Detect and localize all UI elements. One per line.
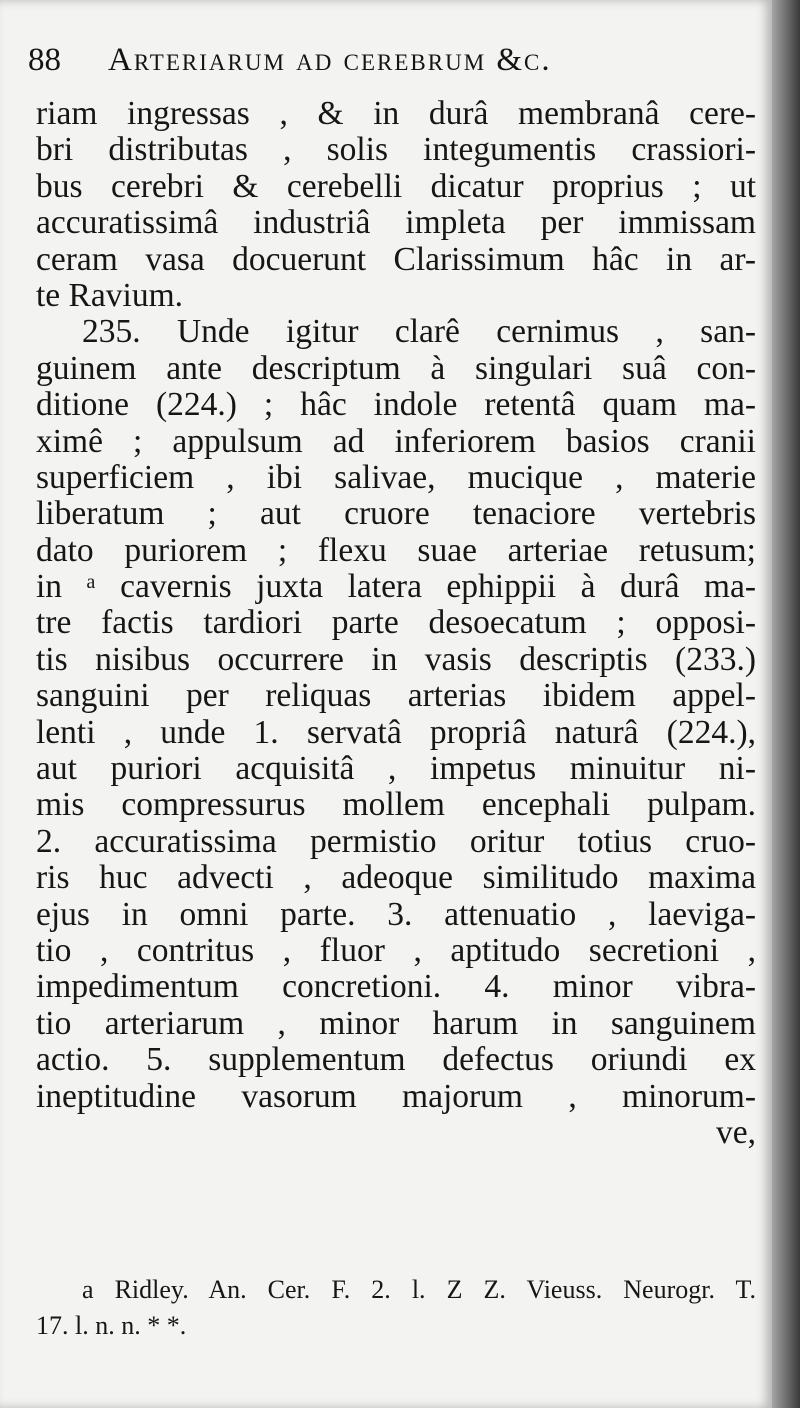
text-line: ejus in omni parte. 3. attenuatio , laeviga-: [36, 895, 756, 933]
page-number: 88: [28, 42, 61, 78]
text-line: tio arteriarum , minor harum in sanguinem: [36, 1004, 756, 1042]
text-line: tre factis tardiori parte desoecatum ; opposi-: [36, 604, 756, 642]
text-line: superficiem , ibi salivae, mucique , materie: [36, 458, 756, 496]
text-line: ineptitudine vasorum majorum , minorum-: [36, 1077, 756, 1115]
text-line: sanguini per reliquas arterias ibidem appel-: [36, 677, 756, 715]
page-edge-shadow: [772, 0, 800, 1408]
body-text: [36, 96, 756, 1151]
text-line: ditione (224.) ; hâc indole retentâ quam ma-: [36, 386, 756, 424]
text-line: tio , contritus , fluor , aptitudo secretioni ,: [36, 931, 756, 969]
paragraph-start-line: 235. Unde igitur clarê cernimus , san-: [82, 313, 756, 351]
text-line: ximê ; appulsum ad inferiorem basios cranii: [36, 422, 756, 460]
page-header: [28, 42, 728, 79]
text-line: aut puriori acquisitâ , impetus minuitur ni-: [36, 750, 756, 788]
text-line: accuratissimâ industriâ impleta per immissam: [36, 204, 756, 242]
text-line: mis compressurus mollem encephali pulpam.: [36, 786, 756, 824]
text-line: liberatum ; aut cruore tenaciore vertebris: [36, 495, 756, 533]
text-line: te Ravium.: [36, 276, 184, 314]
footnotes: [36, 1272, 756, 1344]
text-line: guinem ante descriptum à singulari suâ con-: [36, 349, 756, 387]
text-line: dato puriorem ; flexu suae arteriae retusum;: [36, 531, 756, 569]
text-line: tis nisibus occurrere in vasis descriptis (233.): [36, 640, 756, 678]
text-line: actio. 5. supplementum defectus oriundi ex: [36, 1041, 756, 1079]
footnote-line: 17. l. n. n. * *.: [36, 1311, 187, 1340]
text-line: impedimentum concretioni. 4. minor vibra-: [36, 968, 756, 1006]
footnote-line: a Ridley. An. Cer. F. 2. l. Z Z. Vieuss. Neurogr. T.: [82, 1275, 756, 1304]
text-line: 2. accuratissima permistio oritur totius cruo-: [36, 822, 756, 860]
text-line: ceram vasa docuerunt Clarissimum hâc in ar-: [36, 240, 756, 278]
text-line: lenti , unde 1. servatâ propriâ naturâ (224.),: [36, 713, 756, 751]
running-title: Arteriarum ad cerebrum &c.: [108, 42, 552, 78]
catchword-line: ve,: [716, 1113, 756, 1151]
text-line: bri distributas , solis integumentis crassiori-: [36, 131, 756, 169]
text-line: riam ingressas , & in durâ membranâ cere-: [36, 95, 756, 132]
text-line: in ᵃ cavernis juxta latera ephippii à durâ ma-: [36, 568, 756, 606]
text-line: bus cerebri & cerebelli dicatur proprius ; ut: [36, 167, 756, 205]
text-line: ris huc advecti , adeoque similitudo maxima: [36, 859, 756, 897]
